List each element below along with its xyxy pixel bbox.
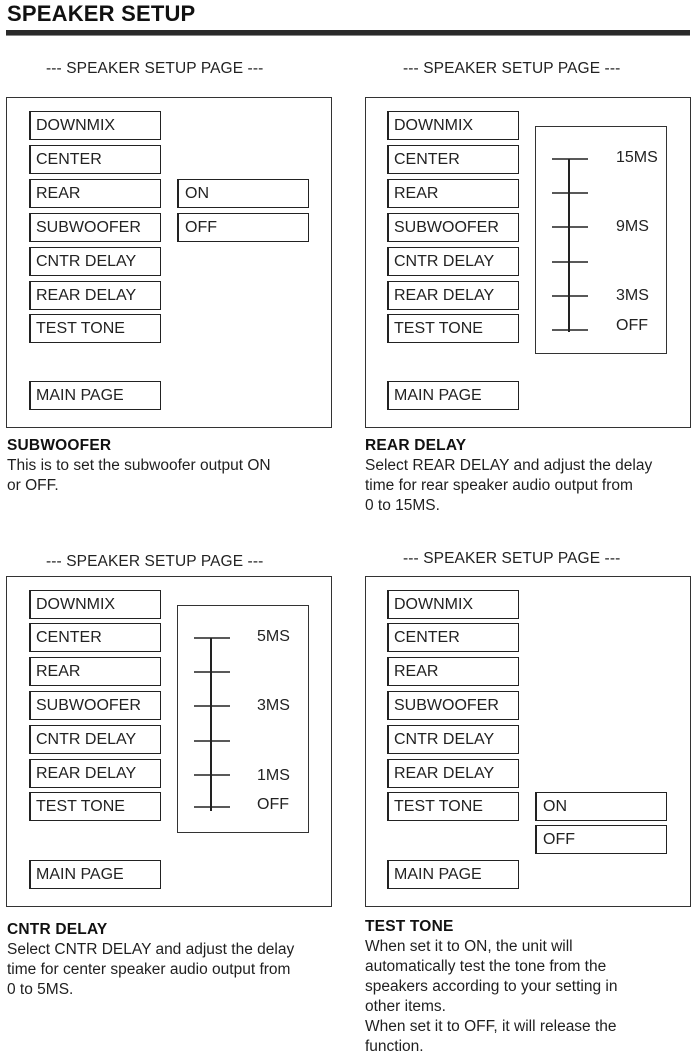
description-line: This is to set the subwoofer output ON [7, 457, 271, 474]
panel-caption: --- SPEAKER SETUP PAGE --- [46, 60, 264, 77]
main-page-button[interactable]: MAIN PAGE [29, 381, 161, 410]
menu-item-center[interactable]: CENTER [29, 623, 161, 652]
panel-caption: --- SPEAKER SETUP PAGE --- [403, 550, 621, 567]
menu-item-center[interactable]: CENTER [387, 623, 519, 652]
description-line: 0 to 15MS. [365, 497, 440, 514]
menu-item-downmix[interactable]: DOWNMIX [387, 111, 519, 140]
scale-label-5ms: 5MS [257, 628, 290, 645]
description-subwoofer [7, 436, 337, 496]
menu-item-downmix[interactable]: DOWNMIX [387, 590, 519, 619]
menu-item-subwoofer[interactable]: SUBWOOFER [387, 213, 519, 242]
description-test-tone [365, 917, 691, 1057]
description-heading: CNTR DELAY [7, 921, 108, 938]
menu-item-downmix[interactable]: DOWNMIX [29, 590, 161, 619]
description-line: When set it to OFF, it will release the [365, 1018, 617, 1035]
menu-item-test-tone[interactable]: TEST TONE [29, 792, 161, 821]
description-line: time for rear speaker audio output from [365, 477, 633, 494]
page-title: SPEAKER SETUP [7, 1, 196, 26]
description-line: Select REAR DELAY and adjust the delay [365, 457, 653, 474]
scale-label-1ms: 1MS [257, 767, 290, 784]
description-line: speakers according to your setting in [365, 978, 618, 995]
menu-item-center[interactable]: CENTER [387, 145, 519, 174]
delay-scale[interactable] [178, 606, 310, 834]
description-line: function. [365, 1038, 424, 1055]
menu-item-rear-delay[interactable]: REAR DELAY [387, 759, 519, 788]
menu-item-rear[interactable]: REAR [29, 179, 161, 208]
main-page-button[interactable]: MAIN PAGE [387, 860, 519, 889]
description-heading: TEST TONE [365, 918, 454, 935]
description-cntr-delay [7, 920, 337, 1000]
menu-item-subwoofer[interactable]: SUBWOOFER [387, 691, 519, 720]
menu-item-test-tone[interactable]: TEST TONE [387, 314, 519, 343]
main-page-button[interactable]: MAIN PAGE [387, 381, 519, 410]
menu-item-test-tone[interactable]: TEST TONE [387, 792, 519, 821]
menu-item-rear[interactable]: REAR [29, 657, 161, 686]
description-line: or OFF. [7, 477, 59, 494]
description-line: 0 to 5MS. [7, 981, 74, 998]
menu-item-subwoofer[interactable]: SUBWOOFER [29, 691, 161, 720]
main-page-button[interactable]: MAIN PAGE [29, 860, 161, 889]
option-off[interactable]: OFF [535, 825, 667, 854]
description-line: time for center speaker audio output from [7, 961, 291, 978]
description-heading: REAR DELAY [365, 437, 467, 454]
scale-label-9ms: 9MS [616, 218, 649, 235]
panel-caption: --- SPEAKER SETUP PAGE --- [403, 60, 621, 77]
menu-item-rear-delay[interactable]: REAR DELAY [29, 281, 161, 310]
menu-item-cntr-delay[interactable]: CNTR DELAY [29, 725, 161, 754]
menu-item-rear-delay[interactable]: REAR DELAY [387, 281, 519, 310]
description-line: When set it to ON, the unit will [365, 938, 573, 955]
description-heading: SUBWOOFER [7, 437, 112, 454]
panel-caption: --- SPEAKER SETUP PAGE --- [46, 553, 264, 570]
description-line: automatically test the tone from the [365, 958, 607, 975]
delay-scale-box [535, 126, 667, 354]
delay-scale-box [177, 605, 309, 833]
menu-item-subwoofer[interactable]: SUBWOOFER [29, 213, 161, 242]
description-rear-delay [365, 436, 691, 516]
scale-label-3ms: 3MS [616, 287, 649, 304]
menu-item-rear[interactable]: REAR [387, 179, 519, 208]
menu-item-rear[interactable]: REAR [387, 657, 519, 686]
option-off[interactable]: OFF [177, 213, 309, 242]
scale-label-off: OFF [257, 796, 289, 813]
menu-item-cntr-delay[interactable]: CNTR DELAY [387, 725, 519, 754]
description-line: Select CNTR DELAY and adjust the delay [7, 941, 295, 958]
scale-label-off: OFF [616, 317, 648, 334]
description-line: other items. [365, 998, 446, 1015]
title-divider-shadow [6, 35, 690, 36]
menu-item-center[interactable]: CENTER [29, 145, 161, 174]
scale-label-3ms: 3MS [257, 697, 290, 714]
option-on[interactable]: ON [177, 179, 309, 208]
option-on[interactable]: ON [535, 792, 667, 821]
scale-label-15ms: 15MS [616, 149, 658, 166]
menu-item-rear-delay[interactable]: REAR DELAY [29, 759, 161, 788]
menu-item-cntr-delay[interactable]: CNTR DELAY [387, 247, 519, 276]
menu-item-downmix[interactable]: DOWNMIX [29, 111, 161, 140]
menu-item-cntr-delay[interactable]: CNTR DELAY [29, 247, 161, 276]
menu-item-test-tone[interactable]: TEST TONE [29, 314, 161, 343]
